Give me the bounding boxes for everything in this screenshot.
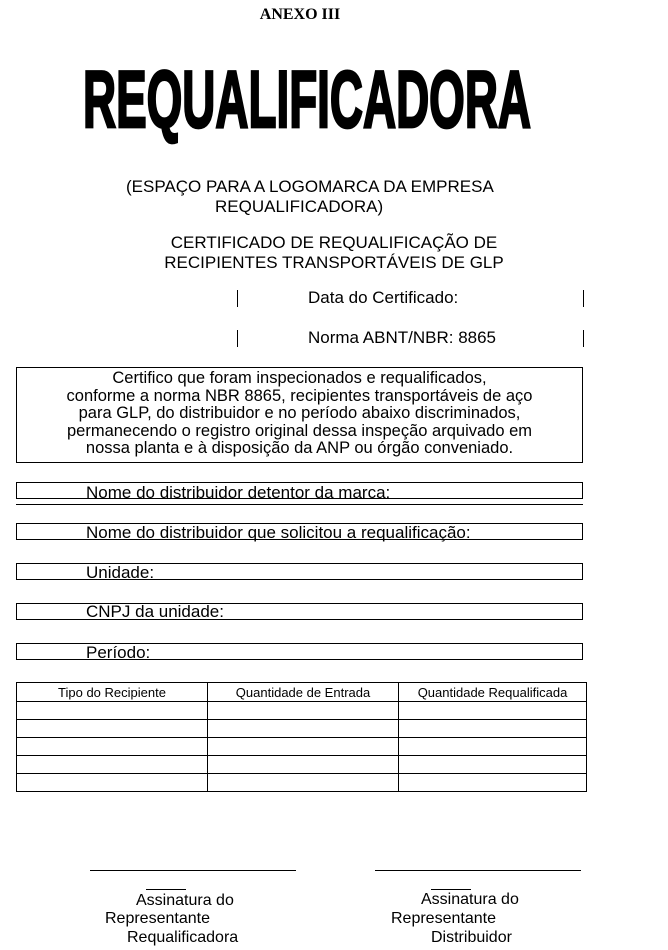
unit-label: Unidade: [86, 563, 155, 582]
table-cell[interactable] [399, 702, 587, 720]
table-cell[interactable] [208, 774, 399, 792]
certificate-title-line1: CERTIFICADO DE REQUALIFICAÇÃO DE [170, 233, 498, 252]
table-cell[interactable] [208, 738, 399, 756]
table-cell[interactable] [208, 702, 399, 720]
certification-statement [16, 367, 583, 463]
table-cell[interactable] [399, 738, 587, 756]
norm-label: Norma ABNT/NBR: 8865 [308, 328, 497, 347]
header-entry-quantity: Quantidade de Entrada [208, 683, 399, 702]
logo-placeholder-line1: (ESPAÇO PARA A LOGOMARCA DA EMPRESA [126, 177, 494, 196]
statement-line: para GLP, do distribuidor e no período abaixo discriminados, [78, 404, 521, 422]
table-cell[interactable] [208, 756, 399, 774]
requesting-distributor-label: Nome do distribuidor que solicitou a requalificação: [86, 523, 471, 542]
header-recipient-type: Tipo do Recipiente [17, 683, 208, 702]
signature-mark-distributor [431, 889, 471, 890]
table-cell[interactable] [17, 756, 208, 774]
table-row [17, 774, 587, 792]
signature-requalifier-line1: Assinatura do [136, 892, 234, 909]
statement-line: nossa planta e à disposição da ANP ou órgão conveniado. [85, 439, 514, 457]
certificate-date-label: Data do Certificado: [308, 288, 459, 307]
signature-mark-requalifier [146, 889, 186, 890]
document-title [80, 46, 534, 146]
table-cell[interactable] [208, 720, 399, 738]
signature-distributor-line3: Distribuidor [431, 929, 512, 946]
signature-line-requalifier[interactable] [90, 870, 296, 871]
cnpj-label: CNPJ da unidade: [86, 602, 224, 621]
recipients-table [16, 682, 587, 792]
date-left-divider [237, 290, 238, 307]
header-requalified-quantity: Quantidade Requalificada [399, 683, 587, 702]
signature-requalifier-line2: Representante [105, 910, 210, 927]
table-cell[interactable] [17, 702, 208, 720]
statement-line: conforme a norma NBR 8865, recipientes transportáveis de aço [66, 386, 533, 405]
signature-distributor-line1: Assinatura do [421, 891, 519, 908]
table-cell[interactable] [399, 756, 587, 774]
signature-requalifier-line3: Requalificadora [127, 929, 239, 946]
table-cell[interactable] [17, 720, 208, 738]
table-row [17, 702, 587, 720]
table-cell[interactable] [17, 738, 208, 756]
document-title-text: REQUALIFICADORA [83, 54, 532, 146]
table-cell[interactable] [399, 720, 587, 738]
field-separator [16, 504, 583, 505]
brand-distributor-label: Nome do distribuidor detentor da marca: [86, 483, 391, 502]
period-label: Período: [86, 643, 151, 662]
logo-placeholder-line2: REQUALIFICADORA) [215, 197, 384, 216]
norm-left-divider [237, 330, 238, 347]
annex-label: ANEXO III [259, 6, 341, 23]
statement-line: Certifico que foram inspecionados e requalificados, [112, 369, 487, 387]
certificate-title-line2: RECIPIENTES TRANSPORTÁVEIS DE GLP [164, 253, 504, 272]
statement-line: permanecendo o registro original dessa inspeção arquivado em [66, 421, 533, 440]
table-row [17, 720, 587, 738]
signature-line-distributor[interactable] [375, 870, 581, 871]
date-right-divider [583, 290, 584, 307]
norm-right-divider [583, 330, 584, 347]
table-row [17, 756, 587, 774]
table-cell[interactable] [399, 774, 587, 792]
table-cell[interactable] [17, 774, 208, 792]
table-header-row [17, 683, 587, 702]
table-row [17, 738, 587, 756]
signature-distributor-line2: Representante [391, 910, 496, 927]
